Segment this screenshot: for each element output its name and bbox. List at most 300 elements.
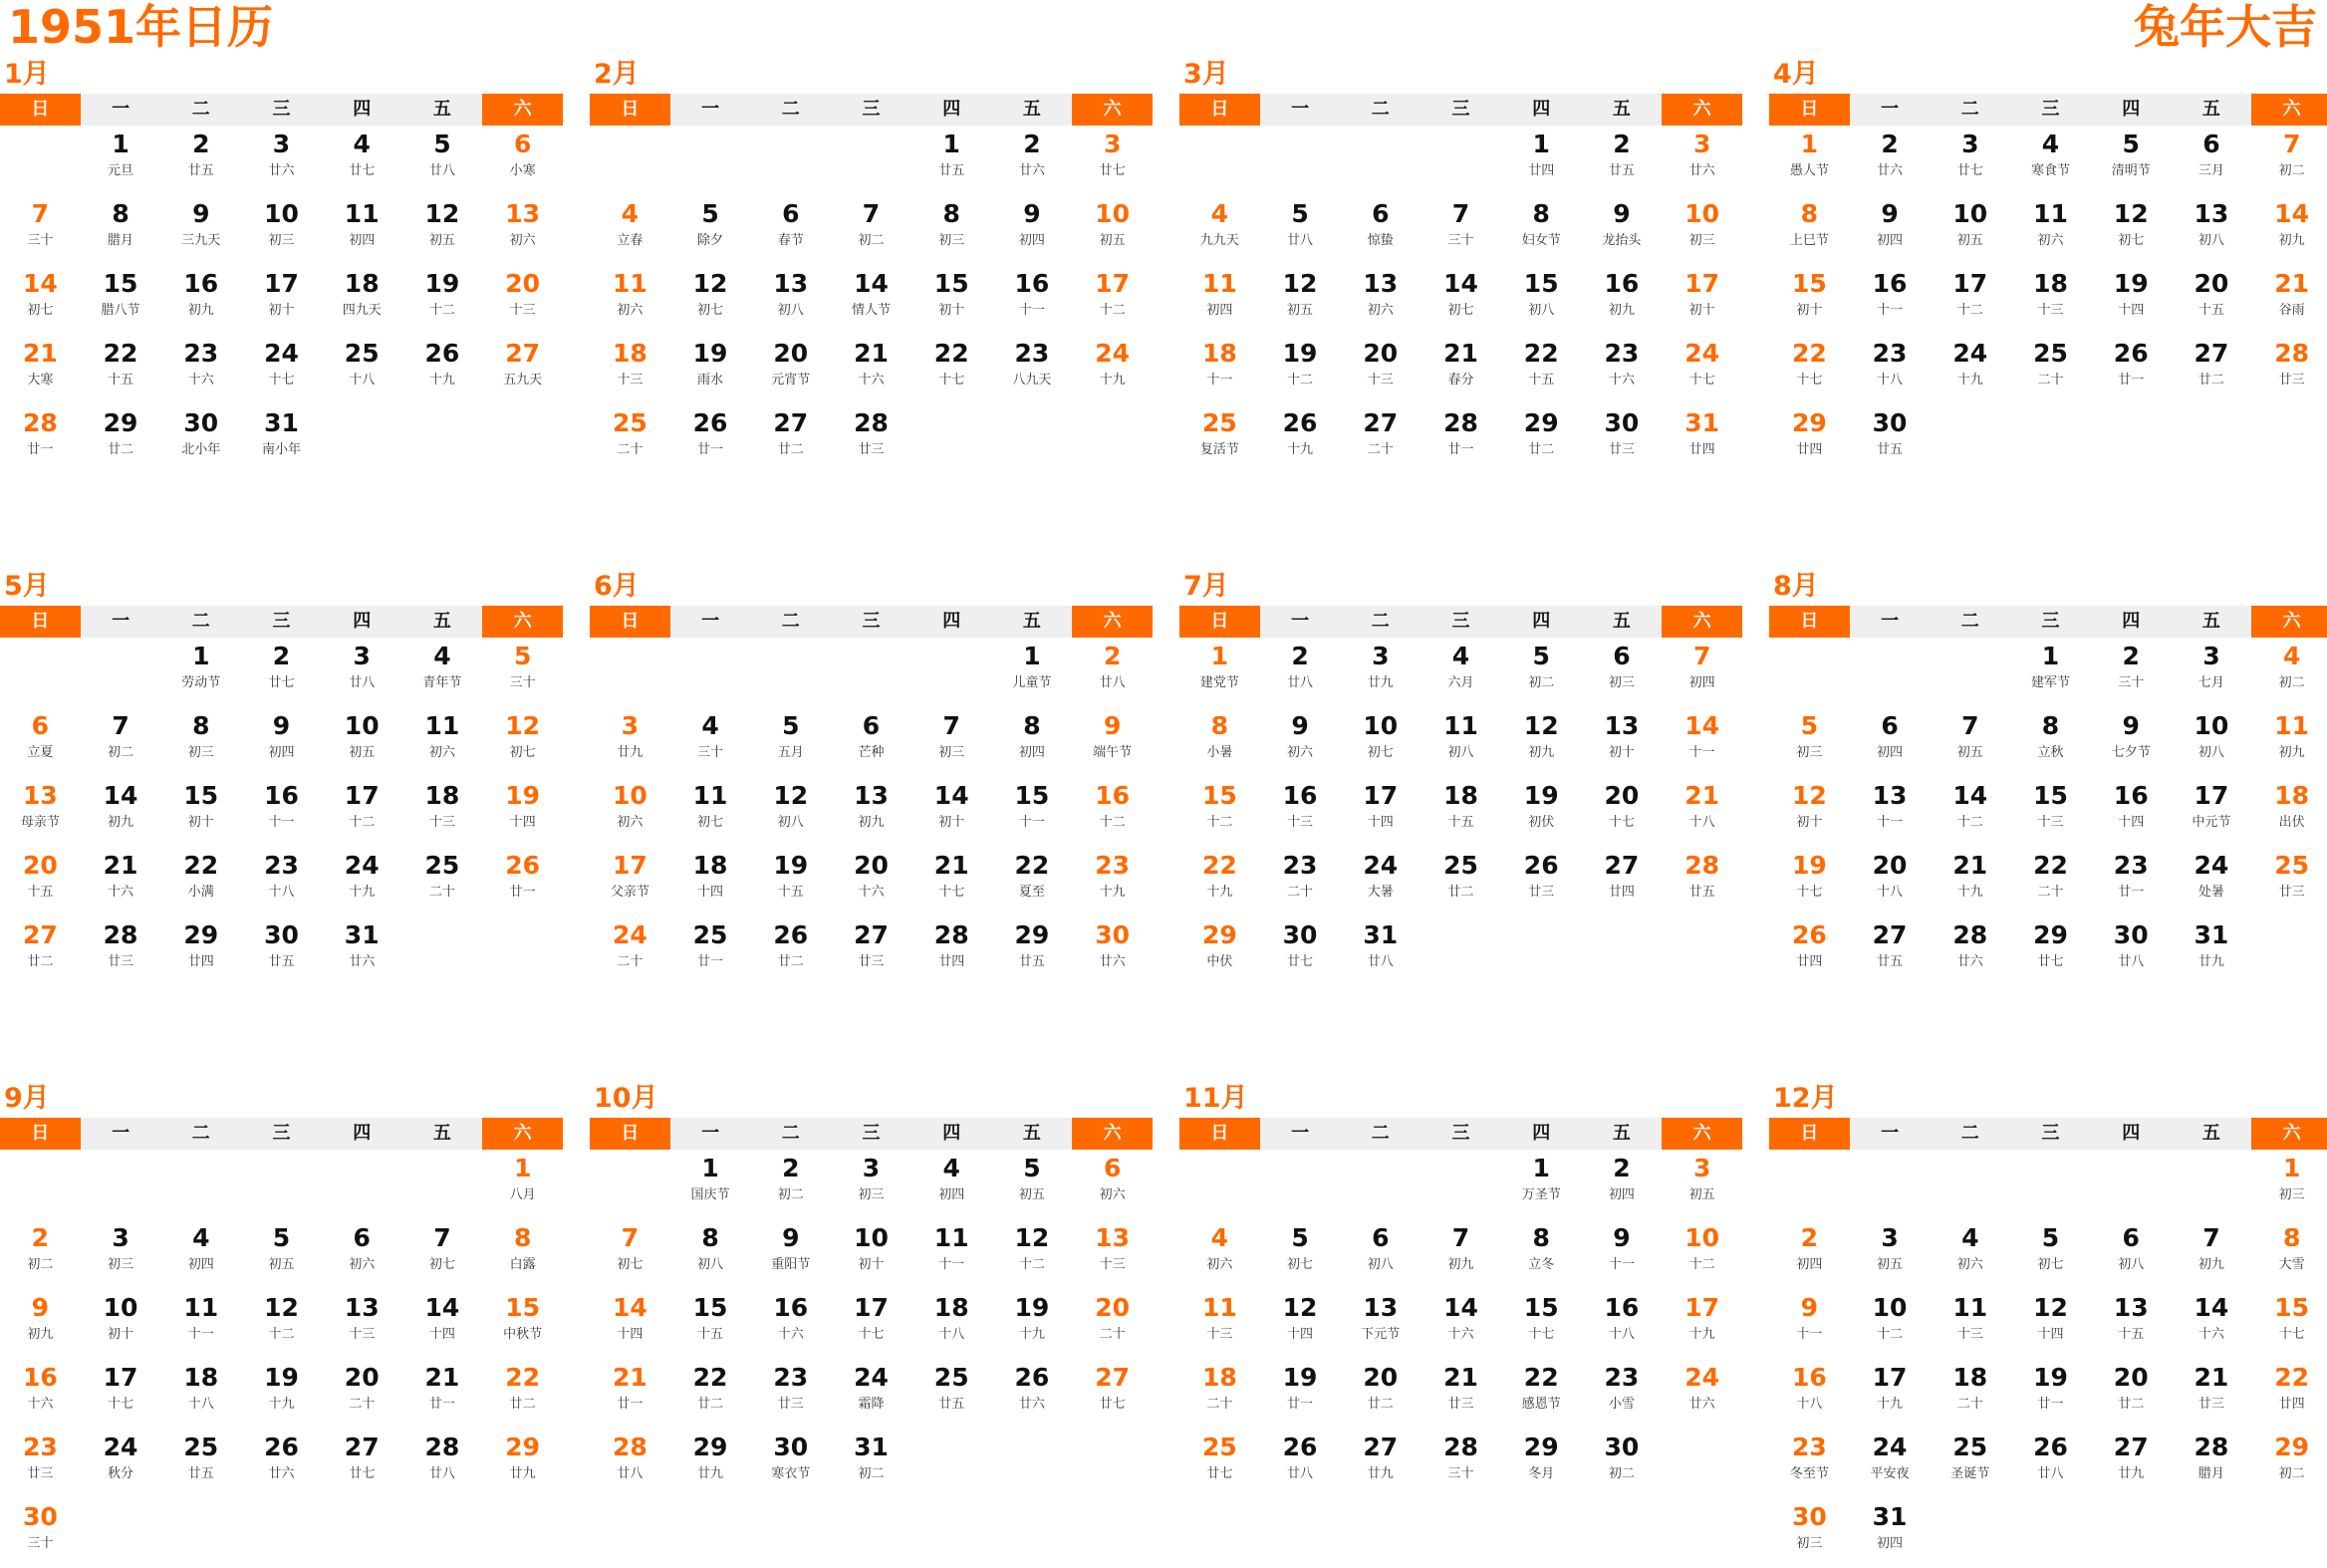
lunar-label: 廿一 <box>2118 373 2145 388</box>
day-cell <box>482 1150 563 1219</box>
day-number: 6 <box>2202 130 2220 158</box>
day-cell <box>1340 916 1421 986</box>
day-number: 9 <box>1613 1223 1631 1252</box>
day-number: 18 <box>612 339 647 368</box>
weekday-label: 六 <box>1662 1118 1742 1150</box>
lunar-label: 初三 <box>108 1257 134 1272</box>
day-number: 12 <box>1791 781 1827 810</box>
lunar-label: 初三 <box>187 745 214 760</box>
day-number: 17 <box>612 851 647 880</box>
day-cell <box>670 1219 751 1289</box>
day-cell <box>81 777 161 847</box>
lunar-label: 十五 <box>1447 815 1474 830</box>
day-number: 5 <box>1800 711 1819 740</box>
day-cell <box>2010 195 2091 265</box>
empty-cell <box>1340 1150 1421 1219</box>
day-number: 13 <box>1363 269 1399 298</box>
day-number: 1 <box>701 1154 719 1182</box>
day-number: 26 <box>424 339 460 368</box>
day-number: 6 <box>1613 642 1631 670</box>
lunar-label: 初十 <box>1688 303 1715 318</box>
day-cell <box>81 195 161 265</box>
day-number: 17 <box>854 1293 889 1322</box>
day-cell <box>1769 1289 1850 1359</box>
day-number: 2 <box>1800 1223 1819 1252</box>
day-cell <box>402 1359 483 1429</box>
day-cell <box>1179 707 1260 777</box>
lunar-label: 十四 <box>1367 815 1394 830</box>
day-cell <box>1260 707 1341 777</box>
lunar-label: 廿三 <box>2198 1397 2224 1412</box>
day-cell <box>590 847 670 916</box>
lunar-label: 十四 <box>617 1327 644 1342</box>
lunar-label: 十一 <box>1877 303 1904 318</box>
weekday-label: 四 <box>353 611 372 632</box>
weekday-label: 五 <box>1612 99 1631 120</box>
day-cell <box>2251 126 2327 195</box>
lunar-label: 廿一 <box>2037 1397 2064 1412</box>
lunar-label: 十三 <box>1206 1327 1233 1342</box>
lunar-label: 初四 <box>1688 675 1715 690</box>
lunar-label: 建军节 <box>2030 675 2070 690</box>
day-cell <box>402 335 483 404</box>
lunar-label: 初五 <box>1956 233 1983 248</box>
day-cell <box>1340 1219 1421 1289</box>
day-cell <box>1582 847 1663 916</box>
lunar-label: 立冬 <box>1528 1257 1555 1272</box>
lunar-label: 廿三 <box>858 442 885 457</box>
day-number: 20 <box>1363 1363 1399 1392</box>
day-number: 4 <box>1210 199 1229 228</box>
lunar-label: 廿三 <box>777 1397 804 1412</box>
weekday-label: 四 <box>2122 99 2141 120</box>
lunar-label: 初四 <box>268 745 295 760</box>
day-number: 20 <box>773 339 809 368</box>
day-number: 27 <box>1363 1433 1399 1461</box>
day-cell <box>1662 1359 1742 1429</box>
day-cell <box>911 1289 992 1359</box>
lunar-label: 廿六 <box>1099 954 1126 969</box>
lunar-label: 十九 <box>1956 373 1983 388</box>
empty-cell <box>1769 1150 1850 1219</box>
lunar-label: 初九 <box>2278 745 2305 760</box>
day-number: 26 <box>2113 339 2149 368</box>
lunar-label: 廿八 <box>1099 675 1126 690</box>
day-cell <box>1501 1219 1582 1289</box>
day-cell <box>1421 707 1501 777</box>
day-number: 25 <box>2274 851 2310 880</box>
day-number: 15 <box>933 269 969 298</box>
day-cell <box>670 335 751 404</box>
day-cell <box>2251 1359 2327 1429</box>
lunar-label: 十二 <box>1877 1327 1904 1342</box>
lunar-label: 二十 <box>428 885 455 900</box>
lunar-label: 廿五 <box>187 1466 214 1481</box>
day-cell <box>1072 195 1153 265</box>
day-cell <box>1260 404 1341 474</box>
day-number: 27 <box>1872 920 1908 949</box>
month-name: 2月 <box>594 59 640 90</box>
lunar-label: 十一 <box>187 1327 214 1342</box>
day-cell <box>0 1219 81 1289</box>
day-cell <box>2172 1219 2252 1289</box>
day-cell <box>1072 126 1153 195</box>
weekday-header <box>1179 94 1742 126</box>
lunar-label: 十九 <box>1099 885 1126 900</box>
day-number: 13 <box>773 269 809 298</box>
day-cell <box>590 707 670 777</box>
lunar-label: 廿六 <box>1877 163 1904 178</box>
day-cell <box>1582 265 1663 335</box>
weekday-label: 一 <box>1291 611 1310 632</box>
lunar-label: 十四 <box>1287 1327 1314 1342</box>
lunar-label: 初九 <box>858 815 885 830</box>
lunar-label: 廿四 <box>2278 1397 2305 1412</box>
lunar-label: 廿七 <box>1206 1466 1233 1481</box>
lunar-label: 初伏 <box>1528 815 1555 830</box>
lunar-label: 中秋节 <box>503 1327 543 1342</box>
lunar-label: 初二 <box>2278 675 2305 690</box>
weekday-header <box>1769 1118 2327 1150</box>
lunar-label: 初七 <box>697 303 724 318</box>
day-number: 11 <box>1201 269 1237 298</box>
day-number: 21 <box>103 851 138 880</box>
day-cell <box>1501 335 1582 404</box>
weekday-label: 二 <box>191 1123 210 1144</box>
day-number: 9 <box>1881 199 1899 228</box>
day-number: 28 <box>2274 339 2310 368</box>
day-cell <box>2172 1289 2252 1359</box>
day-number: 16 <box>1282 781 1318 810</box>
lunar-label: 初三 <box>938 233 965 248</box>
weekday-label: 五 <box>1612 1123 1631 1144</box>
day-number: 11 <box>2274 711 2310 740</box>
lunar-label: 三九天 <box>181 233 221 248</box>
day-cell <box>241 1289 322 1359</box>
lunar-label: 二十 <box>2037 373 2064 388</box>
day-cell <box>402 1429 483 1498</box>
lunar-label: 十七 <box>938 885 965 900</box>
lunar-label: 十四 <box>509 815 536 830</box>
weekday-label: 二 <box>191 99 210 120</box>
empty-cell <box>0 126 81 195</box>
day-number: 21 <box>612 1363 647 1392</box>
day-cell <box>322 707 402 777</box>
lunar-label: 十三 <box>1956 1327 1983 1342</box>
day-cell <box>241 847 322 916</box>
day-cell <box>482 777 563 847</box>
day-cell <box>831 1150 911 1219</box>
day-number: 17 <box>1095 269 1131 298</box>
lunar-label: 十七 <box>1608 815 1635 830</box>
day-number: 6 <box>1372 1223 1390 1252</box>
lunar-label: 廿五 <box>187 163 214 178</box>
day-number: 22 <box>2033 851 2068 880</box>
day-cell <box>1850 847 1931 916</box>
lunar-label: 初十 <box>858 1257 885 1272</box>
month-name: 6月 <box>594 571 640 602</box>
weekday-label: 三 <box>272 1123 291 1144</box>
day-number: 20 <box>2194 269 2229 298</box>
lunar-label: 廿八 <box>428 1466 455 1481</box>
day-number: 10 <box>1872 1293 1908 1322</box>
day-cell <box>911 126 992 195</box>
day-number: 23 <box>1095 851 1131 880</box>
day-number: 6 <box>1103 1154 1122 1182</box>
empty-cell <box>1421 1150 1501 1219</box>
lunar-label: 廿九 <box>2118 1466 2145 1481</box>
day-cell <box>1501 707 1582 777</box>
lunar-label: 六月 <box>1447 675 1474 690</box>
day-number: 3 <box>112 1223 129 1252</box>
day-cell <box>831 195 911 265</box>
day-number: 2 <box>782 1154 800 1182</box>
lunar-label: 初三 <box>1796 745 1823 760</box>
weekday-label: 三 <box>862 99 881 120</box>
day-cell <box>1179 777 1260 847</box>
lunar-label: 廿七 <box>2037 954 2064 969</box>
lunar-label: 七夕节 <box>2111 745 2151 760</box>
lunar-label: 十八 <box>1877 373 1904 388</box>
day-cell <box>2091 335 2172 404</box>
day-cell <box>2010 847 2091 916</box>
day-cell <box>322 777 402 847</box>
day-cell <box>1072 777 1153 847</box>
day-cell <box>2010 707 2091 777</box>
empty-cell <box>1930 638 2010 707</box>
lunar-label: 廿一 <box>509 885 536 900</box>
lunar-label: 廿六 <box>1688 163 1715 178</box>
lunar-label: 十八 <box>1608 1327 1635 1342</box>
lunar-label: 万圣节 <box>1521 1187 1561 1202</box>
weekday-label: 一 <box>112 611 130 632</box>
day-number: 27 <box>1095 1363 1131 1392</box>
day-number: 3 <box>1961 130 1979 158</box>
lunar-label: 廿七 <box>1099 1397 1126 1412</box>
day-cell <box>402 638 483 707</box>
lunar-label: 初十 <box>268 303 295 318</box>
lunar-label: 廿七 <box>1099 163 1126 178</box>
day-number: 30 <box>22 1502 58 1531</box>
day-number: 21 <box>2194 1363 2229 1392</box>
day-cell <box>1421 847 1501 916</box>
day-number: 1 <box>2282 1154 2301 1182</box>
day-number: 19 <box>1791 851 1827 880</box>
day-cell <box>590 777 670 847</box>
lunar-label: 初五 <box>349 745 376 760</box>
day-number: 22 <box>1523 339 1559 368</box>
day-number: 23 <box>1872 339 1908 368</box>
day-cell <box>2010 1429 2091 1498</box>
weekday-label: 日 <box>590 94 670 126</box>
day-number: 21 <box>1443 1363 1478 1392</box>
day-cell <box>1930 195 2010 265</box>
lunar-label: 十二 <box>349 815 376 830</box>
lunar-label: 初七 <box>1367 745 1394 760</box>
empty-cell <box>670 126 751 195</box>
lunar-label: 十八 <box>187 1397 214 1412</box>
day-number: 27 <box>1363 408 1399 437</box>
day-number: 14 <box>854 269 889 298</box>
lunar-label: 初九 <box>1528 745 1555 760</box>
day-number: 15 <box>2274 1293 2310 1322</box>
lunar-label: 母亲节 <box>20 815 60 830</box>
day-cell <box>1421 638 1501 707</box>
lunar-label: 廿七 <box>349 1466 376 1481</box>
lunar-label: 十七 <box>2278 1327 2305 1342</box>
day-cell <box>160 777 241 847</box>
empty-cell <box>1421 126 1501 195</box>
day-cell <box>670 1429 751 1498</box>
day-cell <box>1340 265 1421 335</box>
lunar-label: 十四 <box>697 885 724 900</box>
lunar-label: 十一 <box>938 1257 965 1272</box>
day-cell <box>911 335 992 404</box>
day-number: 16 <box>1014 269 1050 298</box>
day-cell <box>1582 126 1663 195</box>
lunar-label: 十八 <box>938 1327 965 1342</box>
weekday-label: 六 <box>2251 606 2327 638</box>
day-cell <box>322 1429 402 1498</box>
day-cell <box>831 265 911 335</box>
empty-cell <box>241 1150 322 1219</box>
day-number: 28 <box>1443 408 1478 437</box>
day-number: 7 <box>2282 130 2301 158</box>
day-cell <box>482 847 563 916</box>
lunar-label: 初四 <box>1018 233 1045 248</box>
day-cell <box>1072 1289 1153 1359</box>
day-number: 21 <box>933 851 969 880</box>
day-cell <box>81 1429 161 1498</box>
day-number: 13 <box>505 199 541 228</box>
day-number: 6 <box>31 711 50 740</box>
day-number: 20 <box>2113 1363 2149 1392</box>
day-number: 25 <box>1952 1433 1988 1461</box>
day-number: 9 <box>1800 1293 1819 1322</box>
day-number: 28 <box>2194 1433 2229 1461</box>
day-number: 14 <box>2194 1293 2229 1322</box>
lunar-label: 初二 <box>1608 1466 1635 1481</box>
day-number: 31 <box>2194 920 2229 949</box>
day-cell <box>1072 707 1153 777</box>
empty-cell <box>1179 126 1260 195</box>
lunar-label: 初八 <box>777 815 804 830</box>
weekday-header <box>1769 606 2327 638</box>
day-cell <box>2172 1429 2252 1498</box>
day-cell <box>1769 126 1850 195</box>
day-cell <box>670 847 751 916</box>
lunar-label: 廿二 <box>1528 442 1555 457</box>
day-cell <box>750 1359 831 1429</box>
weekday-label: 三 <box>2041 99 2060 120</box>
lunar-label: 十三 <box>617 373 644 388</box>
day-cell <box>1072 916 1153 986</box>
day-cell <box>750 1289 831 1359</box>
empty-cell <box>1260 1150 1341 1219</box>
day-number: 4 <box>433 642 451 670</box>
day-number: 7 <box>112 711 129 740</box>
day-number: 9 <box>192 199 210 228</box>
lunar-label: 二十 <box>2037 885 2064 900</box>
lunar-label: 十九 <box>1956 885 1983 900</box>
day-number: 27 <box>344 1433 380 1461</box>
day-number: 23 <box>1282 851 1318 880</box>
day-number: 24 <box>1095 339 1131 368</box>
lunar-label: 冬至节 <box>1789 1466 1829 1481</box>
day-grid <box>1769 1150 2327 1568</box>
day-number: 28 <box>1684 851 1720 880</box>
lunar-label: 廿五 <box>938 1397 965 1412</box>
weekday-label: 二 <box>191 611 210 632</box>
day-number: 24 <box>103 1433 138 1461</box>
lunar-label: 初九 <box>27 1327 54 1342</box>
day-cell <box>992 195 1073 265</box>
day-cell <box>2251 1219 2327 1289</box>
lunar-label: 初四 <box>1877 233 1904 248</box>
lunar-label: 立秋 <box>2037 745 2064 760</box>
lunar-label: 廿七 <box>1956 163 1983 178</box>
day-number: 20 <box>1363 339 1399 368</box>
day-number: 8 <box>1800 199 1819 228</box>
lunar-label: 十九 <box>428 373 455 388</box>
day-number: 11 <box>1201 1293 1237 1322</box>
day-cell <box>1260 847 1341 916</box>
day-number: 23 <box>2113 851 2149 880</box>
lunar-label: 清明节 <box>2111 163 2151 178</box>
day-cell <box>2172 126 2252 195</box>
lunar-label: 十八 <box>268 885 295 900</box>
weekday-label: 五 <box>432 611 451 632</box>
day-cell <box>831 707 911 777</box>
month-7 <box>1179 568 1742 986</box>
day-number: 31 <box>1363 920 1399 949</box>
month-name: 9月 <box>4 1083 50 1114</box>
lunar-label: 初五 <box>1877 1257 1904 1272</box>
day-cell <box>670 404 751 474</box>
day-number: 24 <box>344 851 380 880</box>
weekday-label: 日 <box>1179 94 1260 126</box>
day-cell <box>1662 1219 1742 1289</box>
day-cell <box>590 265 670 335</box>
day-number: 19 <box>2113 269 2149 298</box>
day-cell <box>241 1219 322 1289</box>
day-number: 3 <box>1692 1154 1711 1182</box>
day-cell <box>1179 1219 1260 1289</box>
day-number: 14 <box>22 269 58 298</box>
day-cell <box>831 1219 911 1289</box>
lunar-label: 小暑 <box>1206 745 1233 760</box>
lunar-label: 十一 <box>1206 373 1233 388</box>
weekday-label: 日 <box>1179 606 1260 638</box>
weekday-label: 四 <box>942 611 961 632</box>
lunar-label: 三十 <box>27 1536 54 1551</box>
day-number: 20 <box>344 1363 380 1392</box>
weekday-label: 六 <box>482 1118 563 1150</box>
day-number: 30 <box>1095 920 1131 949</box>
day-cell <box>750 1429 831 1498</box>
day-number: 17 <box>1363 781 1399 810</box>
day-number: 5 <box>701 199 719 228</box>
lunar-label: 廿二 <box>27 954 54 969</box>
lunar-label: 父亲节 <box>610 885 649 900</box>
weekday-label: 日 <box>1769 94 1850 126</box>
day-cell <box>1179 638 1260 707</box>
day-cell <box>1421 777 1501 847</box>
lunar-label: 建党节 <box>1199 675 1239 690</box>
lunar-label: 雨水 <box>697 373 724 388</box>
month-10 <box>590 1080 1153 1498</box>
lunar-label: 廿一 <box>428 1397 455 1412</box>
